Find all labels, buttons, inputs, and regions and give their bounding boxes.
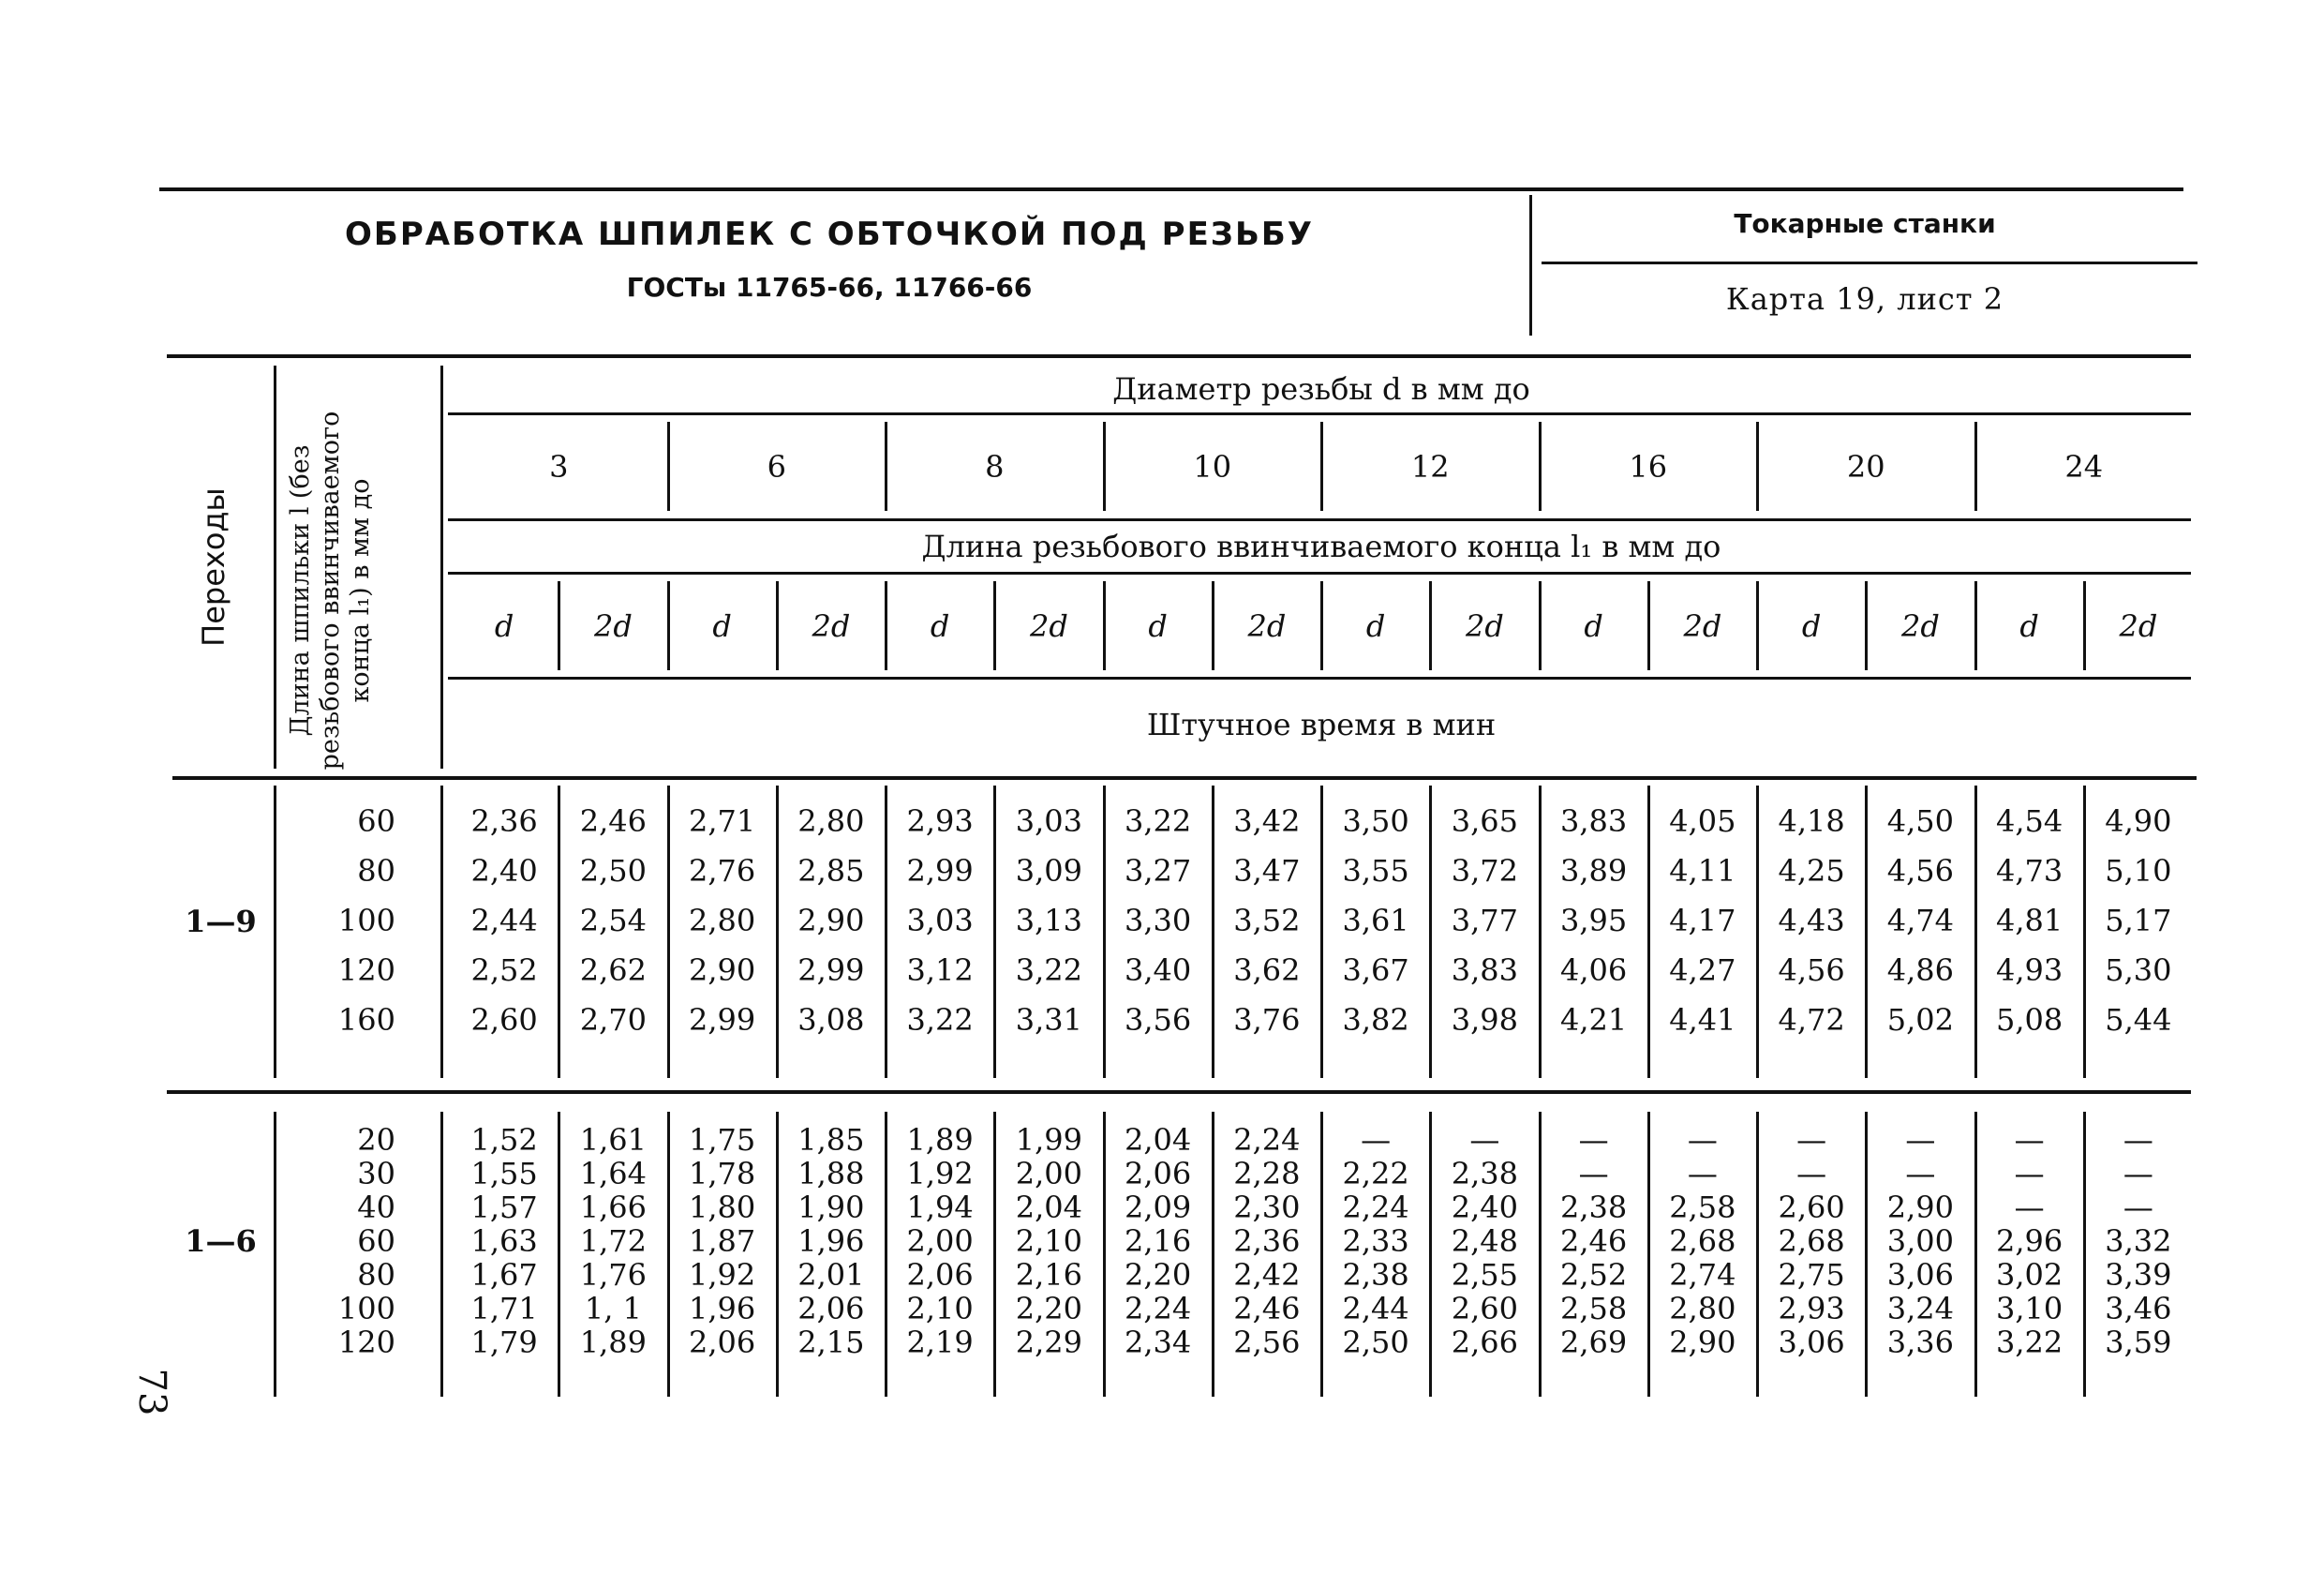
time-value: 3,67	[1342, 952, 1409, 988]
time-value: 3,39	[2105, 1257, 2172, 1293]
time-value: 3,32	[2105, 1223, 2172, 1259]
stud-length-value: 120	[337, 1325, 395, 1360]
time-value: 4,17	[1669, 903, 1736, 938]
diameter-header: 8	[985, 448, 1005, 485]
time-value: 2,55	[1451, 1257, 1518, 1293]
time-value: 2,66	[1451, 1325, 1518, 1360]
time-value: 1,78	[689, 1156, 756, 1191]
time-value: 2,33	[1342, 1223, 1409, 1259]
time-value: —	[2123, 1190, 2153, 1225]
diameter-header: 20	[1846, 448, 1885, 485]
time-value: 3,76	[1233, 1002, 1301, 1038]
time-value: 1,55	[470, 1156, 538, 1191]
stud-length-value: 120	[337, 952, 395, 988]
time-value: 2,70	[579, 1002, 647, 1038]
transitions-label: 1—9	[185, 903, 257, 939]
time-value: 3,06	[1778, 1325, 1845, 1360]
diameter-header: 16	[1629, 448, 1668, 485]
time-value: —	[1905, 1156, 1936, 1191]
time-value: 2,69	[1560, 1325, 1628, 1360]
time-value: 5,17	[2105, 903, 2172, 938]
time-value: 3,55	[1342, 853, 1409, 889]
time-value: 5,02	[1886, 1002, 1954, 1038]
time-value: 2,54	[579, 903, 647, 938]
stud-length-value: 80	[357, 1257, 395, 1293]
time-value: 2,09	[1125, 1190, 1192, 1225]
time-value: —	[1687, 1122, 1718, 1158]
time-value: 3,40	[1125, 952, 1192, 988]
time-value: —	[2123, 1122, 2153, 1158]
time-value: 1,92	[689, 1257, 756, 1293]
time-value: 2,90	[1669, 1325, 1736, 1360]
subheader-divider	[1539, 581, 1542, 670]
transitions-label: 1—6	[185, 1223, 257, 1259]
time-value: 4,74	[1886, 903, 1954, 938]
thread-length-header: d	[1584, 607, 1603, 644]
time-value: 4,25	[1778, 853, 1845, 889]
time-value: 2,38	[1560, 1190, 1628, 1225]
time-value: 1,89	[906, 1122, 974, 1158]
time-value: 1,52	[470, 1122, 538, 1158]
time-value: 2,60	[1778, 1190, 1845, 1225]
time-value: 3,08	[797, 1002, 865, 1038]
time-value: 2,90	[1886, 1190, 1954, 1225]
time-value: 3,06	[1886, 1257, 1954, 1293]
time-value: 2,60	[1451, 1291, 1518, 1326]
time-value: 3,59	[2105, 1325, 2172, 1360]
time-value: 2,80	[797, 803, 865, 839]
diameter-header: 12	[1410, 448, 1450, 485]
thread-length-header: d	[1365, 607, 1386, 644]
time-value: 3,82	[1342, 1002, 1409, 1038]
time-value: 3,65	[1451, 803, 1518, 839]
document-title: ОБРАБОТКА ШПИЛЕК С ОБТОЧКОЙ ПОД РЕЗЬБУ	[345, 216, 1314, 253]
time-value: 2,28	[1233, 1156, 1301, 1191]
gost-reference: ГОСТы 11765-66, 11766-66	[626, 272, 1033, 303]
time-value: 1,72	[579, 1223, 647, 1259]
time-value: 2,19	[906, 1325, 974, 1360]
subheader-divider	[1974, 581, 1977, 670]
subheader-divider	[776, 581, 779, 670]
stud-length-value: 80	[357, 853, 395, 889]
time-value: 2,30	[1233, 1190, 1301, 1225]
time-value: 3,46	[2105, 1291, 2172, 1326]
time-value: 3,89	[1560, 853, 1628, 889]
stud-length-value: 100	[337, 1291, 395, 1326]
header-stud-length: Длина шпильки l (без резьбового ввинчиваемого конца l₁) в мм до	[286, 411, 375, 771]
time-value: 2,96	[1996, 1223, 2063, 1259]
time-value: —	[2014, 1122, 2045, 1158]
time-value: 4,93	[1996, 952, 2063, 988]
time-value: —	[1578, 1156, 1609, 1191]
time-value: 2,56	[1233, 1325, 1301, 1360]
header-transitions: Переходы	[196, 487, 231, 647]
time-value: 2,50	[1342, 1325, 1409, 1360]
time-value: 3,02	[1996, 1257, 2063, 1293]
time-value: 3,12	[906, 952, 974, 988]
subheader-divider	[1647, 581, 1650, 670]
time-value: 1,64	[579, 1156, 647, 1191]
time-value: 3,30	[1125, 903, 1192, 938]
time-value: —	[2123, 1156, 2153, 1191]
time-value: 2,90	[797, 903, 865, 938]
time-value: 3,95	[1560, 903, 1628, 938]
time-value: 2,06	[797, 1291, 865, 1326]
time-value: 1,92	[906, 1156, 974, 1191]
time-value: 2,10	[906, 1291, 974, 1326]
time-value: 4,90	[2105, 803, 2172, 839]
time-value: 2,06	[1125, 1156, 1192, 1191]
time-value: 2,48	[1451, 1223, 1518, 1259]
time-value: 1,88	[797, 1156, 865, 1191]
time-value: 2,01	[797, 1257, 865, 1293]
time-value: 1,90	[797, 1190, 865, 1225]
time-value: 4,56	[1778, 952, 1845, 988]
time-value: 2,68	[1669, 1223, 1736, 1259]
diameter-header: 3	[549, 448, 569, 485]
thread-length-header: 2d	[593, 607, 633, 644]
time-value: 2,71	[689, 803, 756, 839]
diameter-divider	[1974, 422, 1977, 511]
table-top-rule	[167, 354, 2191, 358]
time-value: 4,18	[1778, 803, 1845, 839]
time-value: 2,99	[906, 853, 974, 889]
time-value: —	[1905, 1122, 1936, 1158]
time-value: —	[1578, 1122, 1609, 1158]
time-value: 3,24	[1886, 1291, 1954, 1326]
diameter-divider	[1320, 422, 1323, 511]
time-value: 2,40	[1451, 1190, 1518, 1225]
header-divider	[1529, 195, 1532, 336]
subheader-divider	[1865, 581, 1868, 670]
time-value: 2,46	[579, 803, 647, 839]
diameter-divider	[667, 422, 670, 511]
stud-length-value: 40	[357, 1190, 395, 1225]
subheader-divider	[2083, 581, 2086, 670]
time-value: 2,20	[1125, 1257, 1192, 1293]
time-value: 2,52	[470, 952, 538, 988]
time-value: 2,04	[1125, 1122, 1192, 1158]
time-value: 4,81	[1996, 903, 2063, 938]
time-value: 2,40	[470, 853, 538, 889]
time-value: 2,22	[1342, 1156, 1409, 1191]
thread-length-header: d	[1801, 607, 1822, 644]
time-value: 3,36	[1886, 1325, 1954, 1360]
time-value: 3,77	[1451, 903, 1518, 938]
time-value: 1,99	[1015, 1122, 1082, 1158]
time-value: 3,22	[1015, 952, 1082, 988]
subheader-divider	[1212, 581, 1214, 670]
time-value: 2,76	[689, 853, 756, 889]
time-value: 4,56	[1886, 853, 1954, 889]
time-value: 3,22	[1996, 1325, 2063, 1360]
time-value: 3,00	[1886, 1223, 1954, 1259]
time-value: 3,13	[1015, 903, 1082, 938]
subheader-divider	[993, 581, 996, 670]
diameter-caption-rule	[448, 412, 2191, 415]
time-caption: Штучное время в мин	[1146, 707, 1497, 742]
col-divider-length	[440, 366, 443, 769]
time-value: 1,61	[579, 1122, 647, 1158]
time-value: 5,30	[2105, 952, 2172, 988]
card-sheet-label: Карта 19, лист 2	[1725, 281, 2004, 317]
time-value: 2,58	[1560, 1291, 1628, 1326]
time-value: 3,27	[1125, 853, 1192, 889]
time-value: 1,71	[470, 1291, 538, 1326]
stud-length-value: 160	[337, 1002, 395, 1038]
time-value: 1,75	[689, 1122, 756, 1158]
time-value: 3,56	[1125, 1002, 1192, 1038]
time-value: 2,46	[1233, 1291, 1301, 1326]
time-value: 1,89	[579, 1325, 647, 1360]
time-value: 2,58	[1669, 1190, 1736, 1225]
time-value: 2,00	[906, 1223, 974, 1259]
time-value: 2,93	[906, 803, 974, 839]
time-value: 3,50	[1342, 803, 1409, 839]
time-value: 2,60	[470, 1002, 538, 1038]
time-value: 3,42	[1233, 803, 1301, 839]
thread-length-header: 2d	[1465, 607, 1504, 644]
time-value: 2,29	[1015, 1325, 1082, 1360]
time-value: 1,67	[470, 1257, 538, 1293]
time-value: 4,50	[1886, 803, 1954, 839]
time-value: 2,46	[1560, 1223, 1628, 1259]
time-value: 2,16	[1125, 1223, 1192, 1259]
thread-length-header: d	[1148, 607, 1168, 644]
col-divider-transitions	[274, 366, 276, 769]
time-value: 3,31	[1015, 1002, 1082, 1038]
time-value: 3,22	[906, 1002, 974, 1038]
time-value: 2,38	[1342, 1257, 1409, 1293]
time-value: 1,96	[797, 1223, 865, 1259]
time-value: 3,47	[1233, 853, 1301, 889]
time-value: 2,80	[1669, 1291, 1736, 1326]
subheader-divider	[667, 581, 670, 670]
time-value: 2,24	[1125, 1291, 1192, 1326]
time-value: 4,21	[1560, 1002, 1628, 1038]
time-value: 1,66	[579, 1190, 647, 1225]
time-value: 2,74	[1669, 1257, 1736, 1293]
subheader-divider	[1756, 581, 1759, 670]
time-value: 2,38	[1451, 1156, 1518, 1191]
thread-length-header: d	[2019, 607, 2039, 644]
time-value: 2,16	[1015, 1257, 1082, 1293]
time-value: 1,57	[470, 1190, 538, 1225]
time-value: 4,11	[1669, 853, 1736, 889]
time-value: 4,72	[1778, 1002, 1845, 1038]
time-value: 2,24	[1342, 1190, 1409, 1225]
time-value: —	[1361, 1122, 1392, 1158]
time-value: 4,06	[1560, 952, 1628, 988]
time-value: —	[1469, 1122, 1500, 1158]
stud-length-value: 100	[337, 903, 395, 938]
time-value: 3,83	[1451, 952, 1518, 988]
time-value: 2,99	[689, 1002, 756, 1038]
time-value: —	[1796, 1156, 1827, 1191]
time-value: 2,06	[906, 1257, 974, 1293]
time-value: 2,15	[797, 1325, 865, 1360]
time-value: 1,85	[797, 1122, 865, 1158]
thread-length-header: 2d	[1247, 607, 1287, 644]
time-value: 4,43	[1778, 903, 1845, 938]
time-value: 4,41	[1669, 1002, 1736, 1038]
time-value: 3,61	[1342, 903, 1409, 938]
group-divider-transitions	[274, 1112, 276, 1397]
diameter-header: 10	[1193, 448, 1232, 485]
subheader-divider	[1320, 581, 1323, 670]
time-value: 4,54	[1996, 803, 2063, 839]
diameters-rule	[448, 518, 2191, 521]
time-value: 1,76	[579, 1257, 647, 1293]
time-value: 2,62	[579, 952, 647, 988]
time-value: 3,10	[1996, 1291, 2063, 1326]
time-value: 3,72	[1451, 853, 1518, 889]
time-value: 2,24	[1233, 1122, 1301, 1158]
subheader-divider	[558, 581, 560, 670]
time-value: 4,73	[1996, 853, 2063, 889]
thread-length-header: 2d	[2119, 607, 2158, 644]
time-value: 1, 1	[584, 1291, 642, 1326]
time-value: 4,27	[1669, 952, 1736, 988]
time-value: 3,22	[1125, 803, 1192, 839]
time-value: 2,44	[470, 903, 538, 938]
time-value: 2,34	[1125, 1325, 1192, 1360]
time-value: 2,20	[1015, 1291, 1082, 1326]
time-value: —	[1687, 1156, 1718, 1191]
group-divider-length	[440, 1112, 443, 1397]
subheaders-rule	[448, 677, 2191, 680]
thread-length-header: 2d	[1029, 607, 1068, 644]
subheader-divider	[885, 581, 887, 670]
diameter-divider	[885, 422, 887, 511]
diameter-divider	[1539, 422, 1542, 511]
time-value: —	[2014, 1190, 2045, 1225]
time-value: 2,99	[797, 952, 865, 988]
time-value: 3,52	[1233, 903, 1301, 938]
time-value: 2,75	[1778, 1257, 1845, 1293]
diameter-caption: Диаметр резьбы d в мм до	[1112, 371, 1530, 407]
table-header-bottom-rule	[172, 776, 2197, 780]
time-value: 4,05	[1669, 803, 1736, 839]
time-value: 2,10	[1015, 1223, 1082, 1259]
diameter-divider	[1103, 422, 1106, 511]
time-value: 3,09	[1015, 853, 1082, 889]
time-value: 2,06	[689, 1325, 756, 1360]
time-value: 2,85	[797, 853, 865, 889]
time-value: —	[2014, 1156, 2045, 1191]
group-divider-transitions	[274, 786, 276, 1078]
time-value: 2,36	[1233, 1223, 1301, 1259]
top-rule	[159, 187, 2183, 191]
time-value: 3,03	[906, 903, 974, 938]
time-value: 1,87	[689, 1223, 756, 1259]
thread-length-caption: Длина резьбового ввинчиваемого конца l₁ в мм до	[921, 529, 1721, 564]
time-value: 1,94	[906, 1190, 974, 1225]
header-mid-rule	[1542, 262, 2197, 264]
diameter-header: 24	[2064, 448, 2104, 485]
time-value: 2,42	[1233, 1257, 1301, 1293]
time-value: 3,62	[1233, 952, 1301, 988]
stud-length-value: 60	[357, 803, 395, 839]
group-divider-length	[440, 786, 443, 1078]
subheader-divider	[1103, 581, 1106, 670]
time-value: 4,86	[1886, 952, 1954, 988]
diameter-divider	[1756, 422, 1759, 511]
machine-type: Токарные станки	[1734, 208, 1996, 239]
diameter-header: 6	[767, 448, 786, 485]
page-number: 73	[130, 1368, 173, 1416]
time-value: 3,83	[1560, 803, 1628, 839]
time-value: 5,08	[1996, 1002, 2063, 1038]
time-value: 2,50	[579, 853, 647, 889]
time-value: 2,52	[1560, 1257, 1628, 1293]
time-value: 5,10	[2105, 853, 2172, 889]
time-value: 5,44	[2105, 1002, 2172, 1038]
time-value: 2,44	[1342, 1291, 1409, 1326]
subheader-divider	[1429, 581, 1432, 670]
time-value: 1,80	[689, 1190, 756, 1225]
thread-length-header: d	[494, 607, 514, 644]
stud-length-value: 20	[357, 1122, 395, 1158]
time-value: 2,04	[1015, 1190, 1082, 1225]
time-value: 3,98	[1451, 1002, 1518, 1038]
time-value: 2,80	[689, 903, 756, 938]
thread-length-header: 2d	[1683, 607, 1722, 644]
time-value: 2,36	[470, 803, 538, 839]
stud-length-value: 30	[357, 1156, 395, 1191]
time-value: 1,96	[689, 1291, 756, 1326]
time-value: 2,93	[1778, 1291, 1845, 1326]
thread-length-header: d	[930, 607, 950, 644]
time-value: —	[1796, 1122, 1827, 1158]
group-separator-rule	[167, 1090, 2191, 1094]
thread-length-rule	[448, 572, 2191, 575]
time-value: 2,00	[1015, 1156, 1082, 1191]
thread-length-header: d	[712, 607, 732, 644]
time-value: 2,90	[689, 952, 756, 988]
thread-length-header: 2d	[812, 607, 851, 644]
time-value: 2,68	[1778, 1223, 1845, 1259]
time-value: 1,79	[470, 1325, 538, 1360]
stud-length-value: 60	[357, 1223, 395, 1259]
thread-length-header: 2d	[1900, 607, 1940, 644]
time-value: 1,63	[470, 1223, 538, 1259]
time-value: 3,03	[1015, 803, 1082, 839]
